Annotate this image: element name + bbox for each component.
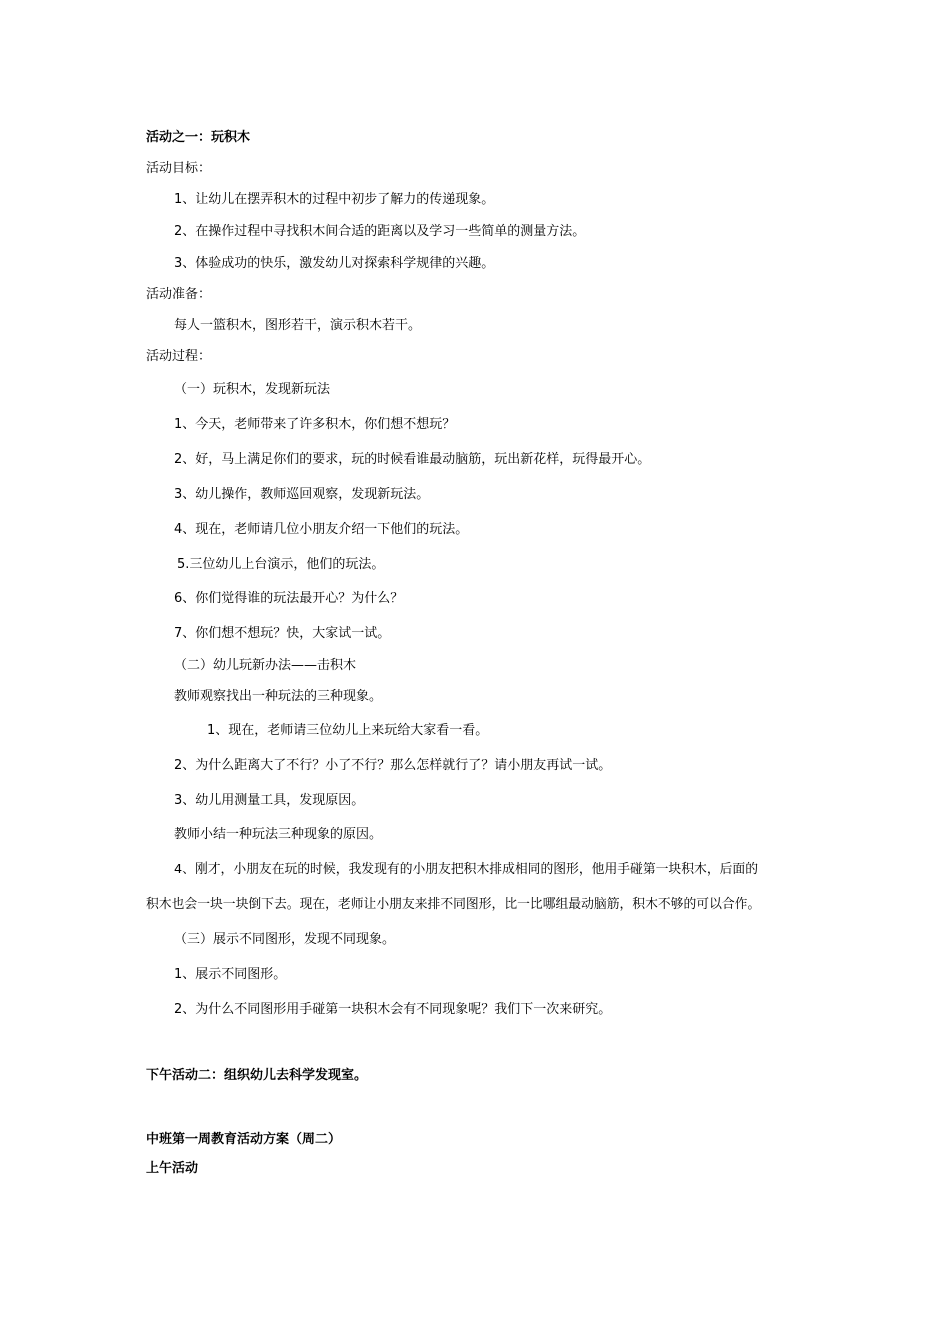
step-item: 2、好，马上满足你们的要求，玩的时候看谁最动脑筋，玩出新花样，玩得最开心。 <box>174 452 651 467</box>
goal-item: 3、体验成功的快乐，激发幼儿对探索科学规律的兴趣。 <box>174 256 495 271</box>
step-item: 1、展示不同图形。 <box>174 967 287 982</box>
step-item: 4、现在，老师请几位小朋友介绍一下他们的玩法。 <box>174 522 469 537</box>
step-item: 5.三位幼儿上台演示，他们的玩法。 <box>177 557 385 572</box>
afternoon-activity: 下午活动二：组织幼儿去科学发现室。 <box>146 1068 368 1083</box>
process-heading: 活动过程： <box>146 349 212 364</box>
activity-title: 活动之一：玩积木 <box>146 130 251 145</box>
step-item: 6、你们觉得谁的玩法最开心？为什么？ <box>174 591 404 606</box>
section-intro: 教师观察找出一种玩法的三种现象。 <box>174 689 383 704</box>
section-summary: 教师小结一种玩法三种现象的原因。 <box>174 827 383 842</box>
morning-heading: 上午活动 <box>146 1161 199 1176</box>
step-item: 2、为什么距离大了不行？小了不行？那么怎样就行了？请小朋友再试一试。 <box>174 758 612 773</box>
step-item: 2、为什么不同图形用手碰第一块积木会有不同现象呢？我们下一次来研究。 <box>174 1002 612 1017</box>
step-item-continued: 积木也会一块一块倒下去。现在，老师让小朋友来排不同图形，比一比哪组最动脑筋，积木不够的可以合作。 <box>146 897 761 912</box>
plan-title: 中班第一周教育活动方案（周二） <box>146 1132 342 1147</box>
step-item: 1、现在，老师请三位幼儿上来玩给大家看一看。 <box>207 723 489 738</box>
prep-text: 每人一篮积木，图形若干，演示积木若干。 <box>174 318 422 333</box>
step-item: 3、幼儿操作，教师巡回观察，发现新玩法。 <box>174 487 430 502</box>
goal-item: 2、在操作过程中寻找积木间合适的距离以及学习一些简单的测量方法。 <box>174 224 586 239</box>
section-title: （三）展示不同图形，发现不同现象。 <box>174 932 396 947</box>
section-title: （二）幼儿玩新办法——击积木 <box>174 658 357 673</box>
step-item: 3、幼儿用测量工具，发现原因。 <box>174 793 365 808</box>
step-item: 1、今天，老师带来了许多积木，你们想不想玩？ <box>174 417 456 432</box>
goal-heading: 活动目标： <box>146 161 212 176</box>
step-item: 4、刚才，小朋友在玩的时候，我发现有的小朋友把积木排成相同的图形，他用手碰第一块积木，后面的 <box>174 862 759 877</box>
goal-item: 1、让幼儿在摆弄积木的过程中初步了解力的传递现象。 <box>174 192 495 207</box>
step-item: 7、你们想不想玩？快，大家试一试。 <box>174 626 391 641</box>
section-title: （一）玩积木，发现新玩法 <box>174 382 331 397</box>
prep-heading: 活动准备： <box>146 287 212 302</box>
